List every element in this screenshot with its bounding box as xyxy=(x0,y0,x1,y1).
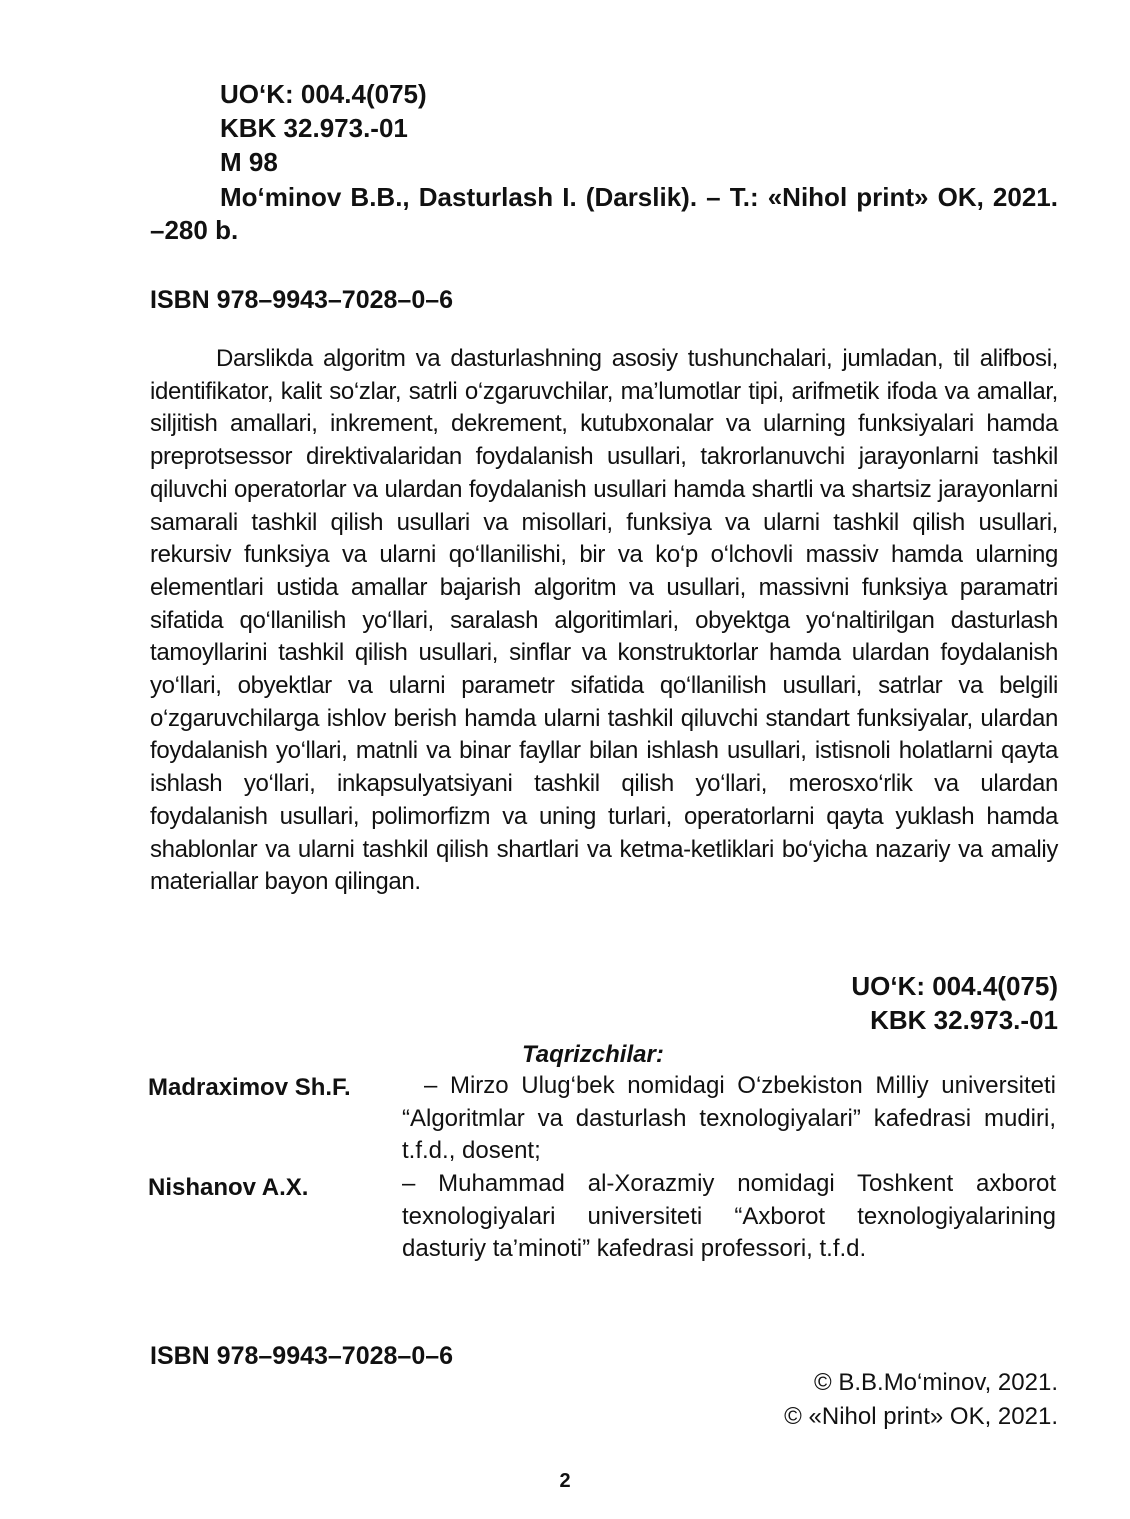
reviewer-name: Madraximov Sh.F. xyxy=(148,1074,351,1101)
copyright-author: © B.B.Mo‘minov, 2021. xyxy=(813,1369,1058,1396)
reviewer-description: – Muhammad al-Xorazmiy nomidagi Toshkent axborot texnologiyalari universiteti “Axborot texnologiyalarining dasturiy ta’minoti” kafedrasi professori, t.f.d. xyxy=(402,1170,1056,1262)
isbn-bottom: ISBN 978–9943–7028–0–6 xyxy=(150,1342,454,1370)
author-mark: M 98 xyxy=(220,147,278,177)
reviewers-heading: Taqrizchilar: xyxy=(522,1041,664,1068)
reviewer-name: Nishanov A.X. xyxy=(148,1174,309,1201)
reviewer-description: – Mirzo Ulug‘bek nomidagi O‘zbekiston Milliy universiteti “Algoritmlar va dasturlash texnologiyalari” kafedrasi mudiri, t.f.d., dosent; xyxy=(402,1072,1056,1164)
isbn-top: ISBN 978–9943–7028–0–6 xyxy=(150,286,454,314)
abstract-paragraph: Darslikda algoritm va dasturlashning asosiy tushunchalari, jumladan, til alifbosi, identifikator, kalit so‘zlar, satrli o‘zgaruvchilar, ma’lumotlar tipi, arifmetik ifoda va amallar, siljitish amallari, inkrement, dekrement, kutubxonalar va ularning funksiyalari hamda preprotsessor direktivalaridan foydalanish usullari, takrorlanuvchi jarayonlarni tashkil qiluvchi operatorlar va ulardan foydalanish usullari hamda shartli va shartsiz jarayonlarni samarali tashkil qilish usullari va misollari, funksiya va ularni tashkil qilish usullari, rekursiv funksiya va ularni qo‘llanilishi, bir va ko‘p o‘lchovli massiv hamda ularning elementlari ustida amallar bajarish algoritm va usullari, massivni funksiya paramatri sifatida qo‘llanilish yo‘llari, saralash algoritimlari, obyektga yo‘naltirilgan dasturlash tamoyllarini tashkil qilish usullari, sinflar va konstruktorlar hamda ulardan foydalanish yo‘llari, obyektlar va ularni parametr sifatida qo‘llanilish usullari, satrlar va belgili o‘zgaruvchilarga ishlov berish hamda ularni tashkil qiluvchi standart funksiyalar, ulardan foydalanish yo‘llari, matnli va binar fayllar bilan ishlash usullari, istisnoli holatlarni qayta ishlash yo‘llari, inkapsulyatsiyani tashkil qilish yo‘llari, merosxo‘rlik va ulardan foydalanish usullari, polimorfizm va uning turlari, operatorlarni qayta yuklash hamda shablonlar va ularni tashkil qilish shartlari va ketma-ketliklari bo‘yicha nazariy va amaliy materiallar bayon qilingan. xyxy=(150,345,1058,896)
udc-code-right: UO‘K: 004.4(075) xyxy=(851,971,1058,1001)
bbk-code-right: KBK 32.973.-01 xyxy=(870,1005,1058,1035)
copyright-publisher: © «Nihol print» OK, 2021. xyxy=(784,1403,1058,1430)
page-number: 2 xyxy=(559,1470,571,1492)
bibliographic-citation: Mo‘minov B.B., Dasturlash I. (Darslik). – T.: «Nihol print» OK, 2021. –280 b. xyxy=(150,182,1058,245)
udc-code: UO‘K: 004.4(075) xyxy=(220,79,427,109)
bbk-code: KBK 32.973.-01 xyxy=(220,113,408,143)
